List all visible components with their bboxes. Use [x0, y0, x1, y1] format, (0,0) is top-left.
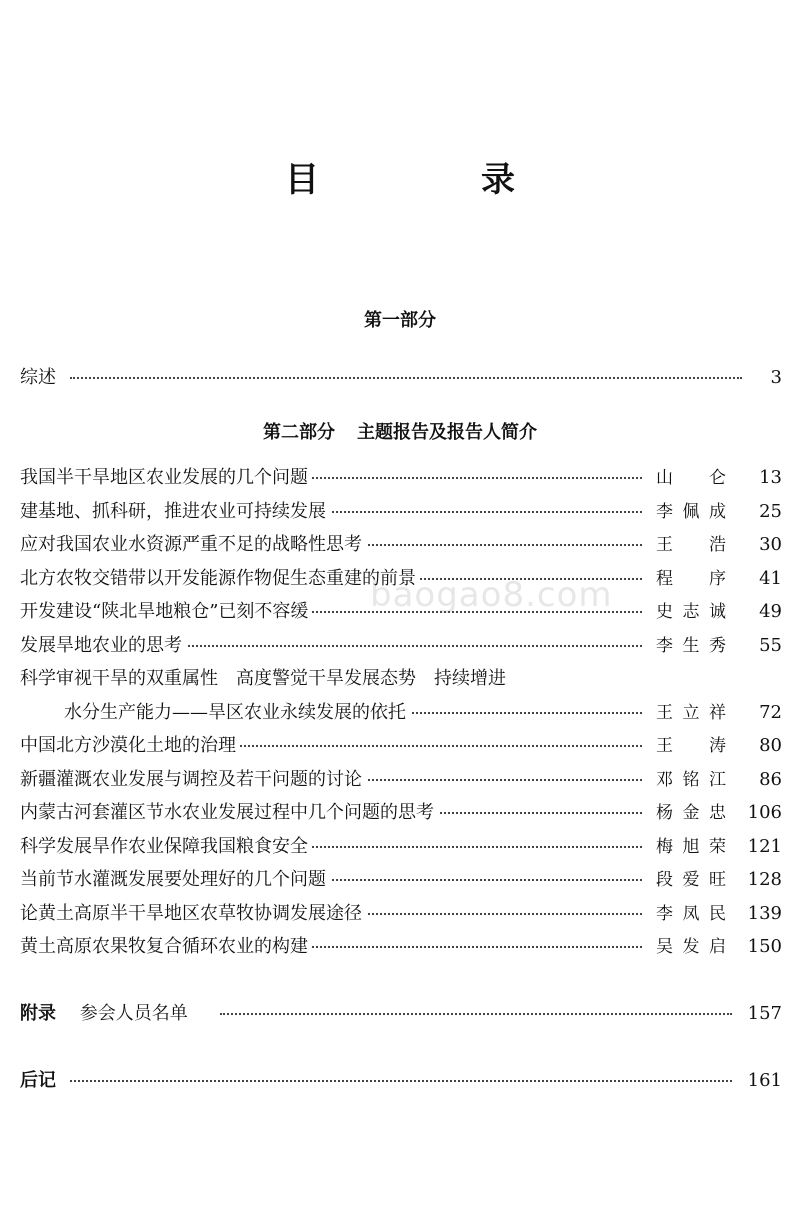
toc-row[interactable]	[20, 932, 782, 962]
toc-page: 55	[759, 635, 782, 656]
toc-title: 论黄土高原半干旱地区农草牧协调发展途径	[20, 899, 366, 929]
toc-author: 王立祥	[656, 698, 726, 728]
toc-author: 李凤民	[656, 899, 726, 929]
toc-row[interactable]	[20, 631, 782, 661]
toc-author: 山仑	[656, 463, 726, 493]
watermark: baogao8.com	[370, 575, 613, 615]
toc-title: 新疆灌溉农业发展与调控及若干问题的讨论	[20, 765, 366, 795]
toc-row[interactable]	[20, 798, 782, 828]
toc-title: 开发建设“陕北旱地粮仓”已刻不容缓	[20, 597, 312, 627]
toc-page: 150	[747, 936, 782, 957]
part-two-label: 第二部分	[263, 422, 335, 443]
part-one-heading: 第一部分	[364, 310, 436, 331]
toc-row[interactable]	[20, 731, 782, 761]
toc-row[interactable]	[20, 865, 782, 895]
toc-row-first-line[interactable]	[20, 664, 782, 694]
toc-author: 李生秀	[656, 631, 726, 661]
appendix-title-group	[20, 999, 192, 1029]
toc-page: 139	[747, 903, 782, 924]
toc-page: 161	[744, 1066, 782, 1096]
toc-row[interactable]	[20, 899, 782, 929]
toc-title: 科学发展旱作农业保障我国粮食安全	[20, 832, 312, 862]
toc-title: 应对我国农业水资源严重不足的战略性思考	[20, 530, 366, 560]
toc-row[interactable]	[20, 765, 782, 795]
toc-title: 水分生产能力——旱区农业永续发展的依托	[64, 698, 410, 728]
part-two-heading	[0, 418, 800, 444]
toc-page: 157	[744, 999, 782, 1029]
toc-author: 段爱旺	[656, 865, 726, 895]
toc-page: 30	[759, 534, 782, 555]
toc-row[interactable]	[20, 832, 782, 862]
page-title: 目 录	[285, 160, 579, 200]
toc-page: 86	[759, 769, 782, 790]
toc-title: 建基地、抓科研，推进农业可持续发展	[20, 497, 330, 527]
part-two-title: 主题报告及报告人简介	[357, 422, 537, 443]
appendix-label: 附录	[20, 1003, 56, 1024]
toc-author: 李佩成	[656, 497, 726, 527]
toc-title-line1: 科学审视干旱的双重属性 高度警觉干旱发展态势 持续增进	[20, 664, 510, 694]
toc-author: 梅旭荣	[656, 832, 726, 862]
toc-page: 13	[759, 467, 782, 488]
toc-author: 史志诚	[656, 597, 726, 627]
toc-page: 25	[759, 501, 782, 522]
toc-title: 北方农牧交错带以开发能源作物促生态重建的前景	[20, 564, 420, 594]
toc-author: 杨金忠	[656, 798, 726, 828]
toc-author: 邓铭江	[656, 765, 726, 795]
toc-page: 128	[747, 869, 782, 890]
toc-page: 72	[759, 702, 782, 723]
toc-title: 我国半干旱地区农业发展的几个问题	[20, 463, 312, 493]
toc-author: 王涛	[656, 731, 726, 761]
toc-author: 吴发启	[656, 932, 726, 962]
toc-author: 程序	[656, 564, 726, 594]
toc-row[interactable]	[20, 463, 782, 493]
toc-row-afterword[interactable]	[20, 1066, 782, 1096]
toc-title: 当前节水灌溉发展要处理好的几个问题	[20, 865, 330, 895]
toc-title: 中国北方沙漠化土地的治理	[20, 731, 240, 761]
toc-title: 黄土高原农果牧复合循环农业的构建	[20, 932, 312, 962]
toc-page: 49	[759, 601, 782, 622]
toc-row[interactable]	[20, 698, 782, 728]
toc-row-appendix[interactable]	[20, 999, 782, 1029]
appendix-title: 参会人员名单	[79, 1003, 188, 1024]
toc-page: 41	[759, 568, 782, 589]
leader-dots	[70, 377, 742, 379]
toc-row[interactable]	[20, 530, 782, 560]
toc-row-overview[interactable]	[20, 363, 782, 393]
leader-dots	[220, 1013, 732, 1015]
leader-dots	[70, 1080, 732, 1082]
afterword-title: 后记	[20, 1066, 60, 1096]
toc-page: 121	[747, 836, 782, 857]
toc-page: 106	[747, 802, 782, 823]
toc-page: 3	[767, 363, 782, 393]
toc-title: 内蒙古河套灌区节水农业发展过程中几个问题的思考	[20, 798, 438, 828]
toc-title: 综述	[20, 363, 60, 393]
toc-author: 王浩	[656, 530, 726, 560]
toc-title: 发展旱地农业的思考	[20, 631, 186, 661]
toc-page: 80	[759, 735, 782, 756]
toc-row[interactable]	[20, 497, 782, 527]
